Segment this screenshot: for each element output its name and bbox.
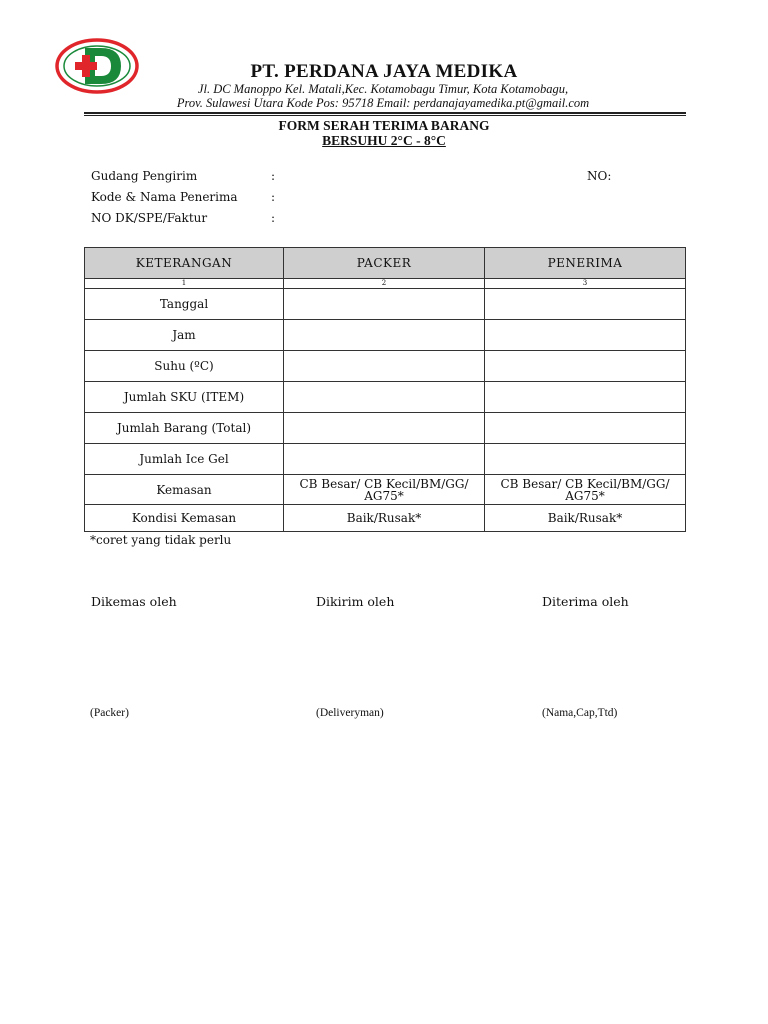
form-subtitle-text: BERSUHU 2°C - 8°C xyxy=(322,133,446,148)
header-keterangan: KETERANGAN xyxy=(85,248,284,279)
penerima-cell xyxy=(485,320,686,351)
penerima-cell xyxy=(485,413,686,444)
penerima-cell: CB Besar/ CB Kecil/BM/GG/ AG75* xyxy=(485,475,686,505)
row-label: Jam xyxy=(85,320,284,351)
penerima-cell: Baik/Rusak* xyxy=(485,505,686,532)
table-row xyxy=(85,413,686,444)
table-row xyxy=(85,351,686,382)
packer-cell xyxy=(284,320,485,351)
signature-title-packer: Dikemas oleh xyxy=(91,594,177,609)
header-packer: PACKER xyxy=(284,248,485,279)
packer-cell: CB Besar/ CB Kecil/BM/GG/ AG75* xyxy=(284,475,485,505)
row-label: Jumlah Barang (Total) xyxy=(85,413,284,444)
field-label-gudang-pengirim: Gudang Pengirim xyxy=(91,169,198,183)
table-row xyxy=(85,475,686,505)
footnote: *coret yang tidak perlu xyxy=(90,533,232,547)
row-label: Tanggal xyxy=(85,289,284,320)
packer-cell xyxy=(284,351,485,382)
signature-title-deliveryman: Dikirim oleh xyxy=(316,594,395,609)
company-address-line1: Jl. DC Manoppo Kel. Matali,Kec. Kotamobagu Timur, Kota Kotamobagu, xyxy=(197,82,569,96)
signature-title-receiver: Diterima oleh xyxy=(542,594,629,609)
column-number: 1 xyxy=(85,279,284,289)
table-row xyxy=(85,444,686,475)
document-number-label: NO: xyxy=(587,169,612,183)
row-label: Kemasan xyxy=(85,475,284,505)
packer-cell xyxy=(284,289,485,320)
form-title: FORM SERAH TERIMA BARANG xyxy=(278,118,490,133)
packer-cell: Baik/Rusak* xyxy=(284,505,485,532)
signature-role-deliveryman: (Deliveryman) xyxy=(316,707,384,719)
form-subtitle xyxy=(84,133,684,149)
field-label-kode-nama-penerima: Kode & Nama Penerima xyxy=(91,190,238,204)
packer-cell xyxy=(284,413,485,444)
field-colon: : xyxy=(271,211,276,225)
column-number: 3 xyxy=(485,279,686,289)
field-colon: : xyxy=(271,169,276,183)
header-divider-thin xyxy=(84,115,686,116)
penerima-cell xyxy=(485,382,686,413)
field-label-no-dk: NO DK/SPE/Faktur xyxy=(91,211,208,225)
signature-role-packer: (Packer) xyxy=(90,707,129,719)
penerima-cell xyxy=(485,351,686,382)
packer-cell xyxy=(284,382,485,413)
company-address-line2: Prov. Sulawesi Utara Kode Pos: 95718 Email: perdanajayamedika.pt@gmail.com xyxy=(176,96,590,110)
table-row xyxy=(85,505,686,532)
handover-table xyxy=(84,247,686,532)
table-row xyxy=(85,320,686,351)
penerima-cell xyxy=(485,444,686,475)
row-label: Jumlah Ice Gel xyxy=(85,444,284,475)
signature-role-receiver: (Nama,Cap,Ttd) xyxy=(542,707,618,719)
packer-cell xyxy=(284,444,485,475)
field-colon: : xyxy=(271,190,276,204)
table-row xyxy=(85,382,686,413)
row-label: Jumlah SKU (ITEM) xyxy=(85,382,284,413)
row-label: Suhu (ºC) xyxy=(85,351,284,382)
column-number: 2 xyxy=(284,279,485,289)
table-row xyxy=(85,289,686,320)
header-penerima: PENERIMA xyxy=(485,248,686,279)
company-name: PT. PERDANA JAYA MEDIKA xyxy=(250,61,518,82)
header-divider xyxy=(84,112,686,114)
penerima-cell xyxy=(485,289,686,320)
row-label: Kondisi Kemasan xyxy=(85,505,284,532)
